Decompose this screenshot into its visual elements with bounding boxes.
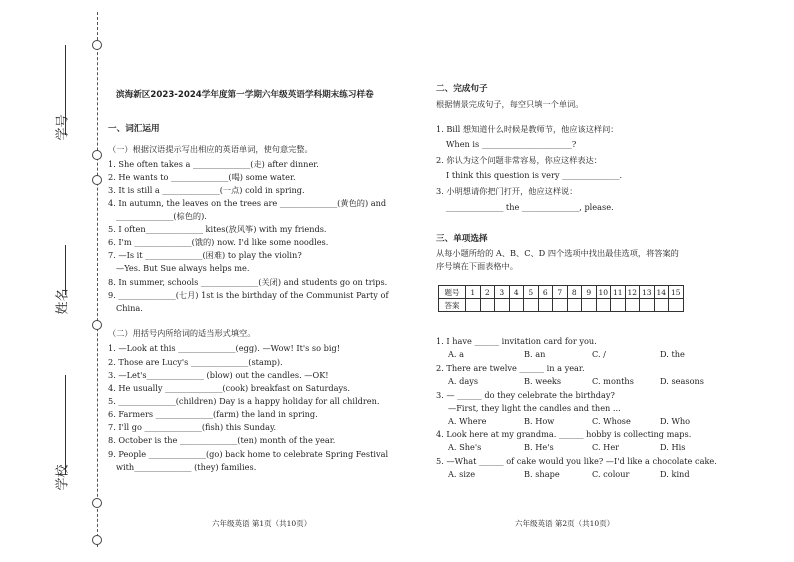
question-number: 9 [582, 286, 597, 299]
question-line: 1. Bill 想知道什么时候是教师节，他应该这样问： [436, 124, 619, 134]
question-line: I think this question is very ______________. [446, 170, 623, 180]
question-number: 8 [567, 286, 582, 299]
school-label: 学校 [55, 464, 71, 491]
question-number: 11 [611, 286, 626, 299]
question-line: 1. She often takes a ______________(走) after dinner. [108, 159, 319, 169]
question-line: 3. It is still a ______________(一点) cold in spring. [108, 185, 305, 195]
mcq-option: D. kind [660, 469, 690, 479]
question-line: 3. —Let's______________ (blow) out the candles. —OK! [108, 370, 329, 380]
mcq-option: B. shape [524, 469, 560, 479]
question-line: 6. Farmers ______________(farm) the land in spring. [108, 409, 318, 419]
section-heading: 三、单项选择 [436, 234, 488, 244]
question-number: 2 [480, 286, 495, 299]
question-number: 13 [640, 286, 655, 299]
mcq-question: 3. — ______ do they celebrate the birthday? [436, 390, 615, 400]
mcq-option: B. He's [524, 442, 554, 452]
mcq-question-line2: —First, they light the candles and then ... [448, 403, 621, 413]
mcq-question: 5. —What ______ of cake would you like? —I'd like a chocolate cake. [436, 456, 717, 466]
binding-hole [92, 40, 102, 50]
question-line: 8. October is the ______________(ten) month of the year. [108, 435, 336, 445]
mcq-option: D. His [660, 442, 686, 452]
mcq-question: 2. There are twelve ______ in a year. [436, 363, 585, 373]
question-line: 5. ______________(children) Day is a happy holiday for all children. [108, 396, 380, 406]
answer-cell[interactable] [582, 299, 597, 312]
part-heading: （一）根据汉语提示写出相应的英语单词，使句意完整。 [108, 144, 313, 154]
question-number-label: 题号 [439, 286, 466, 299]
page-title: 滨海新区2023-2024学年度第一学期六年级英语学科期末练习样卷 [116, 90, 374, 100]
question-line: ______________(棕色的). [116, 211, 207, 221]
binding-hole [92, 150, 102, 160]
instruction: 根据情景完成句子，每空只填一个单词。 [436, 99, 584, 109]
question-line: When is ______________________? [446, 139, 577, 149]
question-line: with______________ (they) families. [116, 462, 257, 472]
question-line: 2. Those are Lucy's ______________(stamp). [108, 357, 283, 367]
binding-hole [92, 175, 102, 185]
question-line: —Yes. But Sue always helps me. [116, 263, 250, 273]
question-number: 10 [596, 286, 611, 299]
question-line: 6. I'm ______________(饿的) now. I'd like some noodles. [108, 237, 329, 247]
part-heading: （二）用括号内所给词的适当形式填空。 [108, 328, 256, 338]
answer-cell[interactable] [567, 299, 582, 312]
page-footer: 六年级英语 第1页（共10页） [212, 519, 312, 528]
answer-cell[interactable] [654, 299, 669, 312]
mcq-question: 4. Look here at my grandma. ______ hobby is collecting maps. [436, 429, 692, 439]
binding-hole [92, 535, 102, 545]
mcq-option: B. weeks [524, 376, 562, 386]
answer-table-header-row [439, 286, 684, 299]
section-heading: 一、词汇运用 [108, 124, 160, 134]
binding-dashed-line [97, 12, 98, 547]
question-line: China. [116, 303, 143, 313]
answer-cell[interactable] [640, 299, 655, 312]
mcq-option: A. size [448, 469, 476, 479]
answer-cell[interactable] [538, 299, 553, 312]
question-line: 4. In autumn, the leaves on the trees are ______________(黄色的) and [108, 198, 387, 208]
question-line: 2. He wants to ______________(喝) some water. [108, 172, 296, 182]
question-number: 3 [495, 286, 510, 299]
answer-cell[interactable] [466, 299, 481, 312]
question-line: 8. In summer, schools ______________(关闭) and students go on trips. [108, 277, 388, 287]
mcq-option: A. days [448, 376, 479, 386]
question-number: 6 [538, 286, 553, 299]
question-number: 1 [466, 286, 481, 299]
answer-cell[interactable] [625, 299, 640, 312]
question-line: 4. He usually ______________(cook) breakfast on Saturdays. [108, 383, 350, 393]
question-line: 1. —Look at this ______________(egg). —Wow! It's so big! [108, 343, 341, 353]
section-heading: 二、完成句子 [436, 84, 488, 94]
answer-table-answer-row [439, 299, 684, 312]
answer-cell[interactable] [480, 299, 495, 312]
mcq-option: A. Where [448, 416, 487, 426]
question-line: 5. I often______________ kites(放风筝) with my friends. [108, 224, 327, 234]
question-line: 2. 你认为这个问题非常容易，你应这样表达： [436, 155, 602, 165]
question-number: 12 [625, 286, 640, 299]
instruction: 从每小题所给的 A、B、C、D 四个选项中找出最佳选项，将答案的 [436, 248, 679, 258]
answer-cell[interactable] [669, 299, 684, 312]
mcq-option: A. a [448, 349, 464, 359]
name-label: 姓名 [55, 288, 71, 315]
binding-hole [92, 320, 102, 330]
answer-cell[interactable] [495, 299, 510, 312]
instruction: 序号填在下面表格中。 [436, 261, 518, 271]
answer-cell[interactable] [611, 299, 626, 312]
question-number: 14 [654, 286, 669, 299]
mcq-option: B. an [524, 349, 546, 359]
question-line: 9. People ______________(go) back home to celebrate Spring Festival [108, 449, 389, 459]
mcq-question: 1. I have ______ invitation card for you. [436, 336, 597, 346]
answer-cell[interactable] [524, 299, 539, 312]
answer-table [438, 285, 684, 312]
mcq-option: C. / [592, 349, 606, 359]
mcq-option: C. months [592, 376, 634, 386]
student-no-label: 学号 [55, 114, 71, 141]
question-line: 7. —Is it ______________(困难) to play the violin? [108, 250, 302, 260]
question-number: 7 [553, 286, 568, 299]
mcq-option: D. Who [660, 416, 691, 426]
mcq-option: B. How [524, 416, 555, 426]
answer-cell[interactable] [509, 299, 524, 312]
question-line: ______________ the ______________, please. [446, 202, 614, 212]
question-line: 9. ______________(七月) 1st is the birthday of the Communist Party of [108, 290, 389, 300]
question-number: 15 [669, 286, 684, 299]
question-number: 5 [524, 286, 539, 299]
school-rule [65, 375, 66, 475]
mcq-option: C. Whose [592, 416, 631, 426]
page-footer: 六年级英语 第2页（共10页） [515, 519, 615, 528]
question-line: 7. I'll go ______________(fish) this Sunday. [108, 422, 277, 432]
mcq-option: A. She's [448, 442, 482, 452]
answer-cell[interactable] [553, 299, 568, 312]
binding-hole [92, 498, 102, 508]
mcq-option: D. the [660, 349, 685, 359]
mcq-option: D. seasons [660, 376, 705, 386]
answer-cell[interactable] [596, 299, 611, 312]
question-line: 3. 小明想请你把门打开，他应这样说： [436, 186, 578, 196]
question-number: 4 [509, 286, 524, 299]
mcq-option: C. colour [592, 469, 630, 479]
mcq-option: C. Her [592, 442, 620, 452]
answer-label: 答案 [439, 299, 466, 312]
